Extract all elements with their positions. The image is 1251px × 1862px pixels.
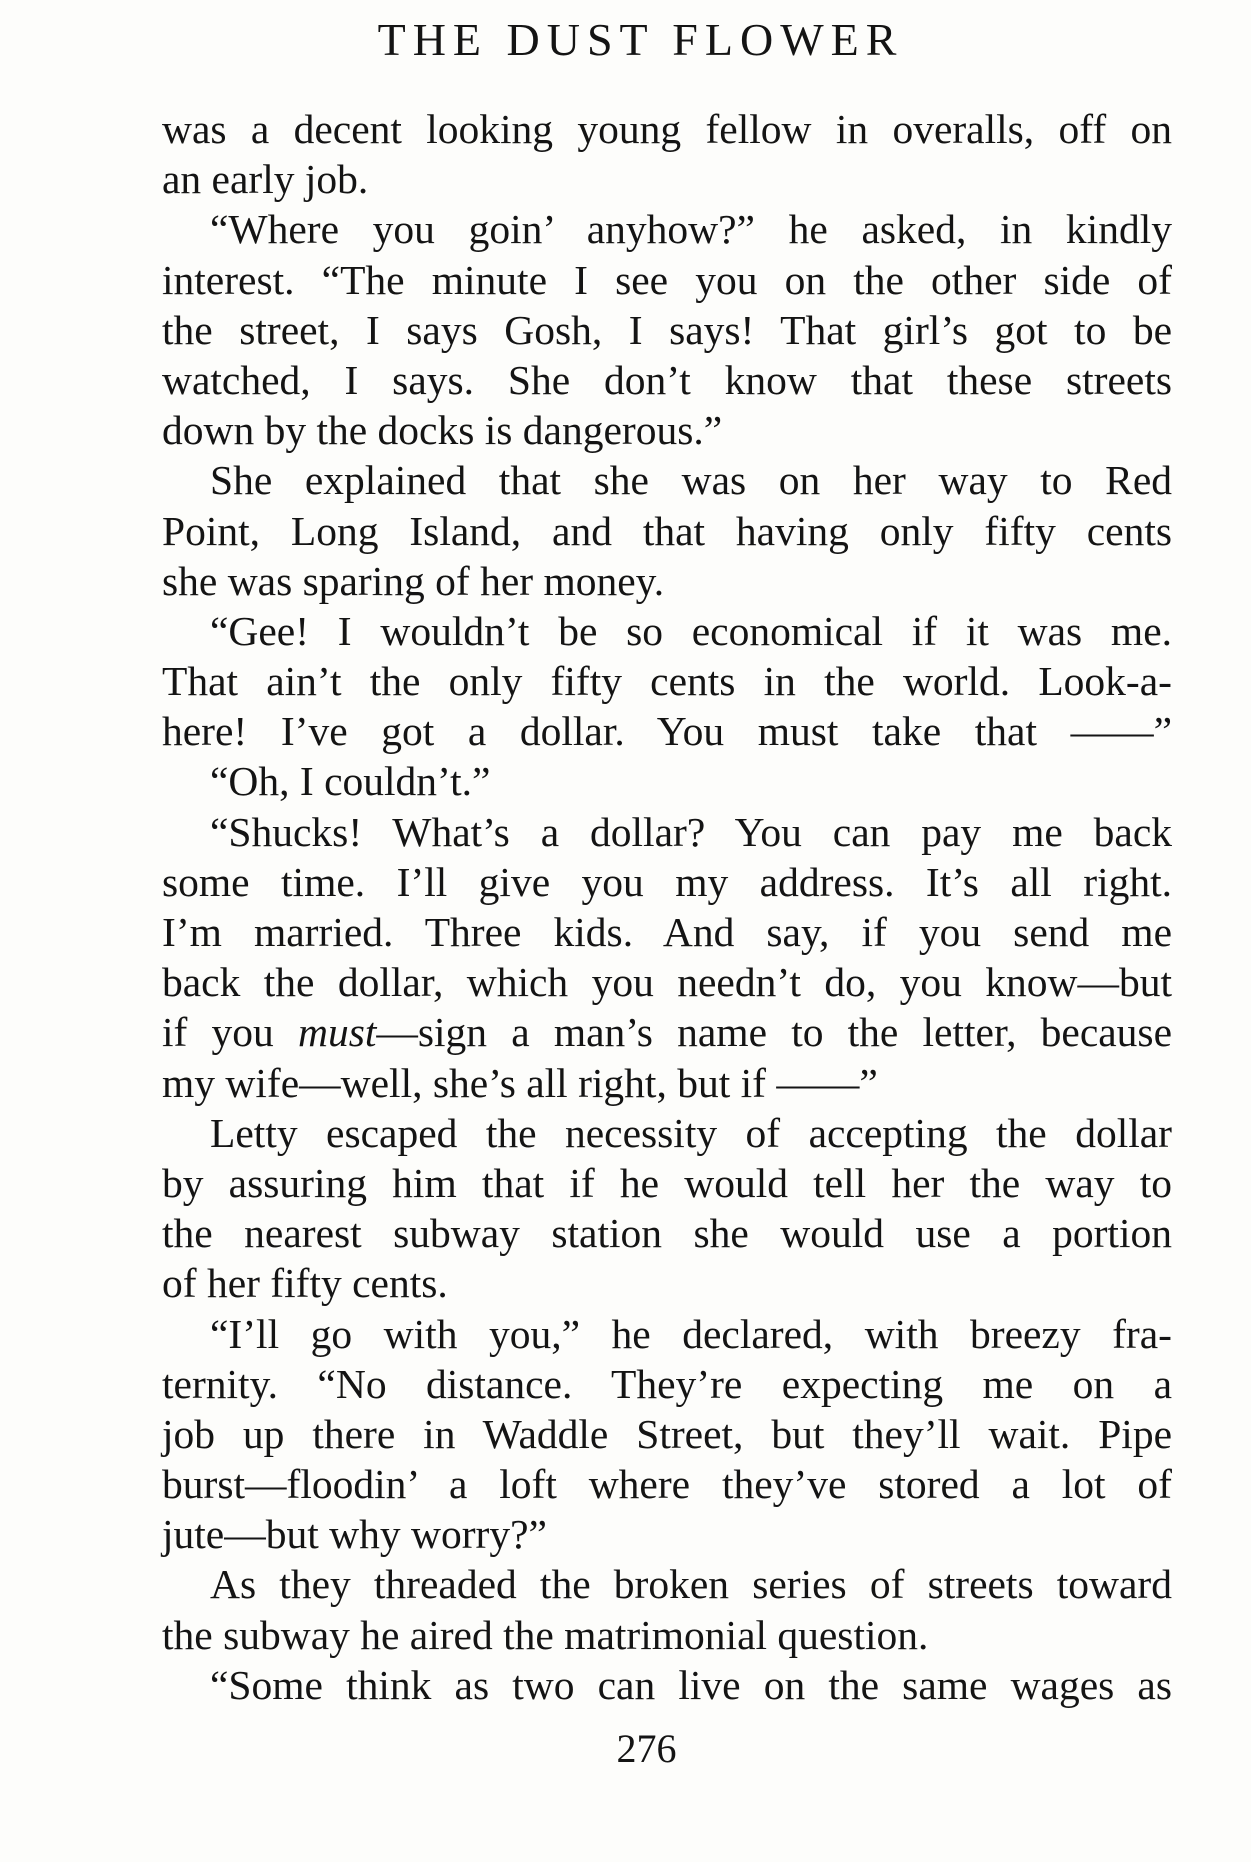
text-line: some time. I’ll give you my address. It’s all right. bbox=[162, 858, 1172, 905]
text-line: “Gee! I wouldn’t be so economical if it was me. bbox=[210, 607, 1172, 654]
text-line: “Shucks! What’s a dollar? You can pay me back bbox=[210, 808, 1172, 855]
text-line: an early job. bbox=[162, 156, 369, 203]
text-line: the street, I says Gosh, I says! That girl’s got to be bbox=[162, 306, 1172, 353]
body-text bbox=[162, 104, 1172, 1710]
text-line: That ain’t the only fifty cents in the world. Look-a- bbox=[162, 658, 1172, 705]
text-line: was a decent looking young fellow in overalls, off on bbox=[162, 106, 1172, 152]
text-line: Letty escaped the necessity of accepting the dollar bbox=[210, 1109, 1172, 1156]
text-line: Point, Long Island, and that having only fifty cents bbox=[162, 507, 1172, 554]
page-number: 276 bbox=[616, 1726, 677, 1771]
text-line: of her fifty cents. bbox=[162, 1260, 448, 1307]
text-line: interest. “The minute I see you on the other side of bbox=[162, 256, 1172, 303]
text-line: As they threaded the broken series of streets toward bbox=[210, 1561, 1172, 1608]
text-line: “Where you goin’ anyhow?” he asked, in kindly bbox=[210, 206, 1172, 253]
text-line: here! I’ve got a dollar. You must take that ——” bbox=[162, 708, 1172, 755]
text-line: by assuring him that if he would tell her the way to bbox=[162, 1159, 1172, 1206]
text-line: ternity. “No distance. They’re expecting me on a bbox=[162, 1360, 1172, 1407]
text-line: my wife—well, she’s all right, but if ——” bbox=[162, 1059, 878, 1106]
text-line: I’m married. Three kids. And say, if you send me bbox=[162, 909, 1172, 955]
text-line: the subway he aired the matrimonial question. bbox=[162, 1611, 929, 1658]
text-line: “Some think as two can live on the same wages as bbox=[210, 1661, 1172, 1708]
text-line: if you must—sign a man’s name to the letter, because bbox=[162, 1009, 1172, 1056]
text-line: the nearest subway station she would use a portion bbox=[162, 1210, 1172, 1257]
text-line: watched, I says. She don’t know that these streets bbox=[162, 356, 1172, 403]
text-line: burst—floodin’ a loft where they’ve stored a lot of bbox=[162, 1461, 1172, 1508]
running-head: THE DUST FLOWER bbox=[377, 14, 904, 65]
text-line: down by the docks is dangerous.” bbox=[162, 407, 723, 454]
text-line: she was sparing of her money. bbox=[162, 557, 665, 604]
text-line: back the dollar, which you needn’t do, you know—but bbox=[162, 959, 1172, 1006]
text-line: She explained that she was on her way to Red bbox=[210, 457, 1172, 504]
text-line: job up there in Waddle Street, but they’ll wait. Pipe bbox=[162, 1410, 1172, 1457]
text-line: “I’ll go with you,” he declared, with breezy fra- bbox=[210, 1310, 1172, 1357]
text-line: jute—but why worry?” bbox=[162, 1511, 547, 1558]
text-line: “Oh, I couldn’t.” bbox=[210, 758, 491, 805]
